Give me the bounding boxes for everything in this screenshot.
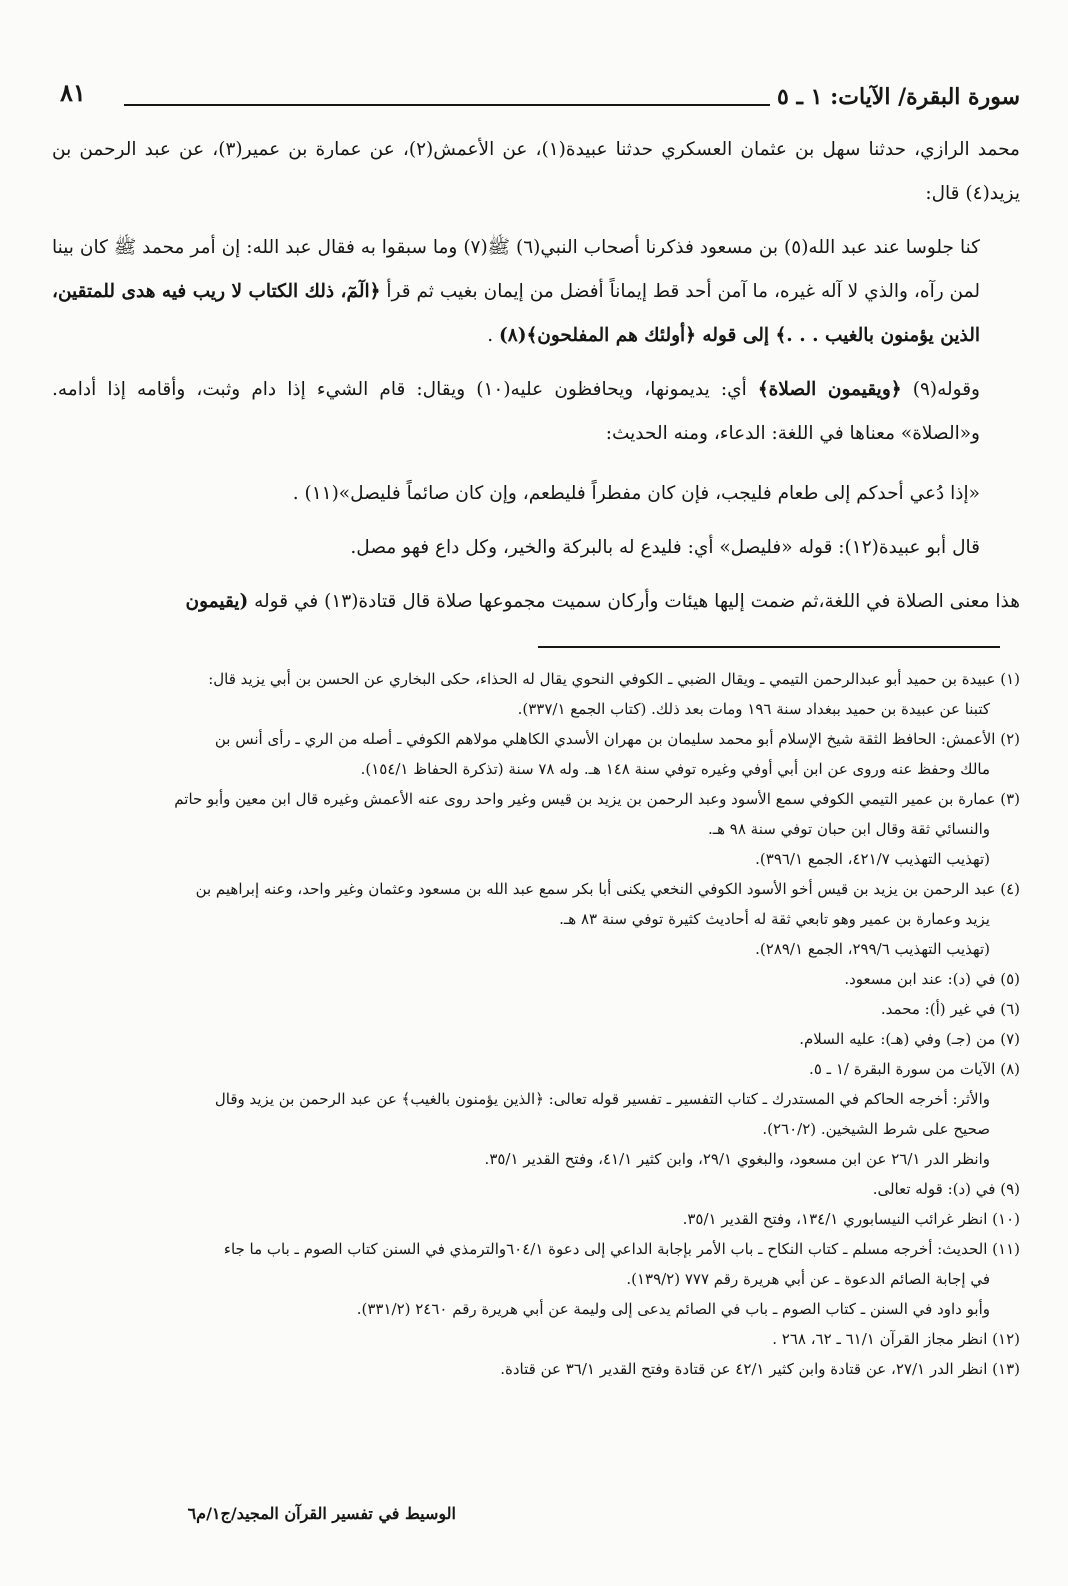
footnote-6: (٦) في غير (أ): محمد. [880, 1000, 1020, 1018]
narration-end: . [487, 325, 499, 346]
meaning-continued: (يقيمون [185, 591, 249, 612]
paragraph-isnad: محمد الرازي، حدثنا سهل بن عثمان العسكري حدثنا عبيدة(١)، عن الأعمش(٢)، عن عمارة بن عمير(٣)، عن عبد الرحمن بن يزيد(٤) قال: [52, 139, 1020, 204]
commentary-lead: وقوله(٩) [912, 379, 980, 400]
footnote-line: والأثر: أخرجه الحاكم في المستدرك ـ كتاب التفسير ـ تفسير قوله تعالى: ﴿الذين يؤمنون بالغيب﴾ عن عبد الرحمن بن يزيد وقال [214, 1090, 990, 1108]
footnote-line: (تهذيب التهذيب ٤٢١/٧، الجمع ٣٩٦/١). [755, 850, 990, 868]
paragraph-narration [52, 226, 1020, 358]
paragraph-meaning [52, 580, 1020, 624]
footnote-7: (٧) من (جـ) وفي (هـ): عليه السلام. [799, 1030, 1020, 1048]
footnote-line: (١١) الحديث: أخرجه مسلم ـ كتاب النكاح ـ باب الأمر بإجابة الداعي إلى دعوة ٦٠٤/١والترمذي في السنن كتاب الصوم ـ باب ما جاء [223, 1240, 1020, 1258]
footnote-line: (١) عبيدة بن حميد أبو عبدالرحمن التيمي ـ ويقال الضبي ـ الكوفي النحوي يقال له الحذاء، حكى البخاري عن الحسن بن أبي يزيد قال: [208, 670, 1020, 688]
footnotes [44, 664, 1020, 1384]
footnote-3 [44, 784, 1020, 874]
running-header [60, 78, 1020, 124]
footnote-line: وانظر الدر ٢٦/١ عن ابن مسعود، والبغوي ٢٩/١، وابن كثير ٤١/١، وفتح القدير ٣٥/١. [484, 1150, 990, 1168]
footnote-line: في إجابة الصائم الدعوة ـ عن أبي هريرة رقم ٧٧٧ (١٣٩/٢). [626, 1270, 990, 1288]
footnote-separator [538, 646, 1000, 648]
footnote-line: (٨) الآيات من سورة البقرة /١ ـ ٥. [809, 1060, 1020, 1078]
footnote-line: صحيح على شرط الشيخين. (٢٦٠/٢). [762, 1120, 990, 1138]
surah-title: سورة البقرة/ الآيات: ١ ـ ٥ [777, 84, 1020, 110]
footnote-line: (٣) عمارة بن عمير التيمي الكوفي سمع الأسود وعبد الرحمن بن يزيد بن قيس وغير واحد روى عنه الأعمش وغيره قال ابن معين وأبو حاتم [174, 790, 1020, 808]
footnote-4 [44, 874, 1020, 964]
footnote-10: (١٠) انظر غرائب النيسابوري ١٣٤/١، وفتح القدير ٣٥/١. [682, 1210, 1020, 1228]
footnote-line: (٢) الأعمش: الحافظ الثقة شيخ الإسلام أبو محمد سليمان بن مهران الأسدي الكاهلي مولاهم الكوفي ـ أصله من الري ـ رأى أنس بن [214, 730, 1020, 748]
verse-quote: ﴿ويقيمون الصلاة﴾ [757, 379, 902, 400]
footnote-8 [44, 1054, 1020, 1174]
footnote-11 [44, 1234, 1020, 1324]
header-rule [124, 104, 770, 106]
footnote-line: مالك وحفظ عنه وروى عن ابن أبي أوفي وغيره توفي سنة ١٤٨ هـ. وله ٧٨ سنة (تذكرة الحفاظ ١٥٤/١). [360, 760, 990, 778]
paragraph-abu-ubayda: قال أبو عبيدة(١٢): قوله «فليصل» أي: فليدع له بالبركة والخير، وكل داع فهو مصل. [350, 537, 980, 558]
footnote-5: (٥) في (د): عند ابن مسعود. [844, 970, 1020, 988]
footnote-line: وأبو داود في السنن ـ كتاب الصوم ـ باب في الصائم يدعى إلى وليمة عن أبي هريرة رقم ٢٤٦٠ (٣٣١/٢). [356, 1300, 990, 1318]
footnote-12: (١٢) انظر مجاز القرآن ٦١/١ ـ ٦٢، ٢٦٨ . [772, 1330, 1020, 1348]
hadith-quote: «إذا دُعي أحدكم إلى طعام فليجب، فإن كان مفطراً فليطعم، وإن كان صائماً فليصل»(١١) . [292, 483, 980, 504]
footnote-line: كتبنا عن عبيدة بن حميد ببغداد سنة ١٩٦ ومات بعد ذلك. (كتاب الجمع ٣٣٧/١). [517, 700, 990, 718]
meaning-text: هذا معنى الصلاة في اللغة،ثم ضمت إليها هيئات وأركان سميت مجموعها صلاة قال قتادة(١٣) في قوله [254, 591, 1020, 612]
footnote-line: (تهذيب التهذيب ٢٩٩/٦، الجمع ٢٨٩/١). [755, 940, 990, 958]
footnote-2 [44, 724, 1020, 784]
narration-text: كنا جلوسا عند عبد الله(٥) بن مسعود فذكرنا أصحاب النبي(٦) ﷺ(٧) وما سبقوا به فقال عبد الله: إن أمر محمد ﷺ كان بينا لمن رآه، والذي لا آله غيره، ما آمن أحد قط إيماناً أفضل من إيمان بغيب ثم قرأ [52, 237, 980, 302]
main-text [52, 128, 1020, 624]
footnote-line: والنسائي ثقة وقال ابن حبان توفي سنة ٩٨ هـ. [707, 820, 990, 838]
footnote-line: يزيد وعمارة بن عمير وهو تابعي ثقة له أحاديث كثيرة توفي سنة ٨٣ هـ. [559, 910, 990, 928]
footnote-line: (٤) عبد الرحمن بن يزيد بن قيس أخو الأسود الكوفي النخعي يكنى أبا بكر سمع عبد الله بن مسعود وعثمان وغير واحد، وعنه إبراهيم بن [195, 880, 1020, 898]
page-number: ٨١ [60, 78, 86, 107]
paragraph-commentary [52, 368, 1020, 456]
quran-quote: ﴿الٓمٓ، ذلك الكتاب لا ريب فيه هدى للمتقين، الذين يؤمنون بالغيب . . .﴾ إلى قوله ﴿أولئك هم المفلحون﴾(٨) [52, 281, 980, 346]
footnote-1 [44, 664, 1020, 724]
footnote-9: (٩) في (د): قوله تعالى. [872, 1180, 1020, 1198]
page-signature: الوسيط في تفسير القرآن المجيد/ج١/م٦ [187, 1504, 456, 1523]
footnote-13: (١٣) انظر الدر ٢٧/١، عن قتادة وابن كثير ٤٢/١ عن قتادة وفتح القدير ٣٦/١ عن قتادة. [500, 1360, 1020, 1378]
commentary-text: أي: يديمونها، ويحافظون عليه(١٠) ويقال: قام الشيء إذا دام وثبت، وأقامه إذا أدامه. و«الصلاة» معناها في اللغة: الدعاء، ومنه الحديث: [52, 379, 980, 444]
